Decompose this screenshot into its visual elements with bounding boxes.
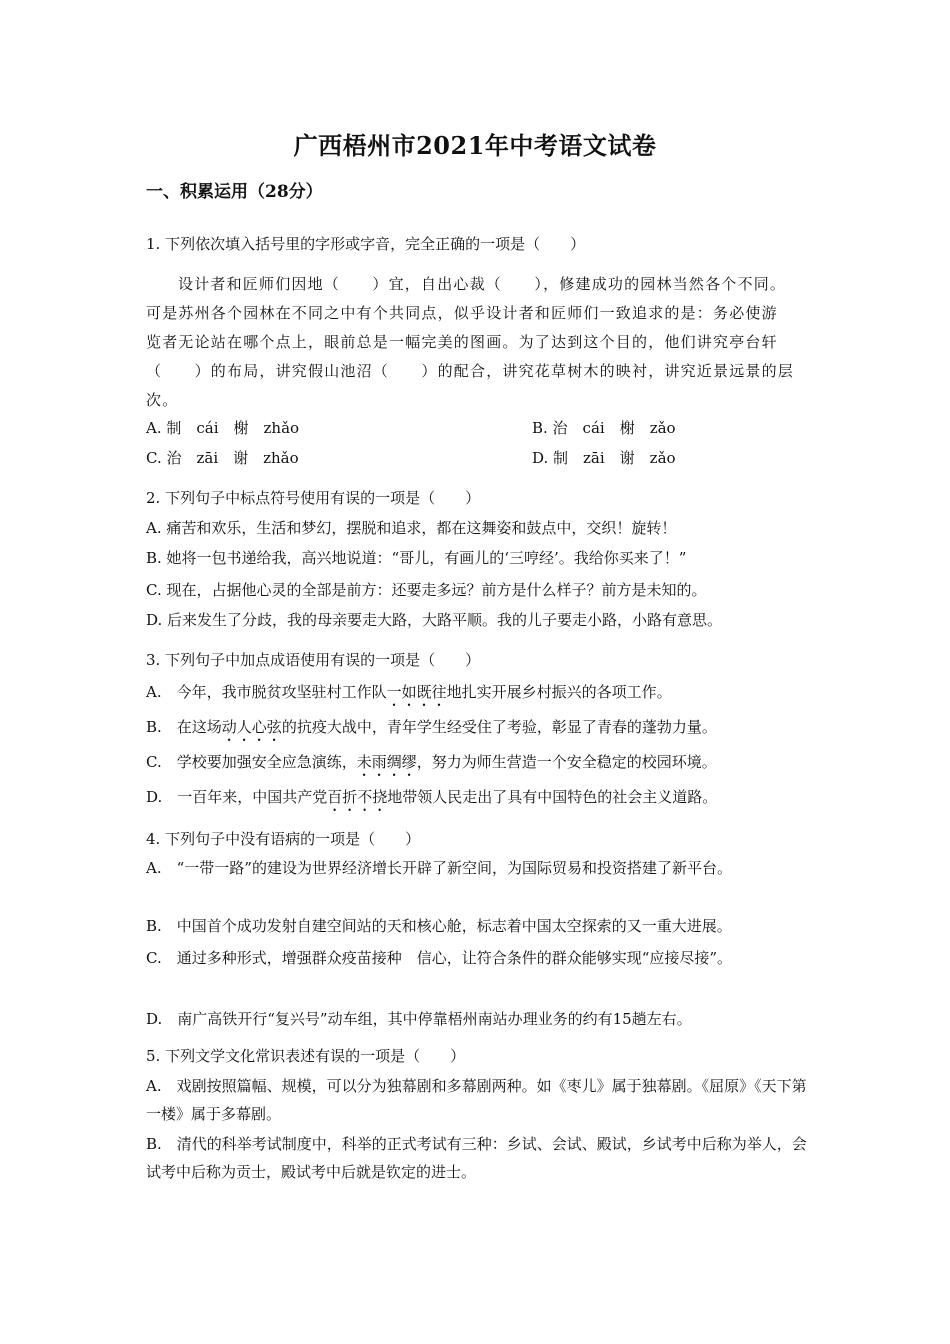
dotted-idiom: 百折不挠 [327,788,388,806]
passage-line: 设计者和匠师们因地（ ）宜，自出心裁（ ），修建成功的园林当然各个不同。 [178,275,787,293]
option-c: C. 治 zāi 谢 zhǎo [146,449,299,467]
passage-line: 次。 [146,391,179,409]
question-1-options-row-2 [146,448,806,468]
option-a: A. “一带一路”的建设为世界经济增长开辟了新空间，为国际贸易和投资搭建了新平台。 [146,859,732,877]
section-heading: 一、积累运用（28分） [146,182,323,202]
page-title: 广西梧州市2021年中考语文试卷 [293,131,657,160]
option-text: 地扎实开展乡村振兴的各项工作。 [446,683,672,701]
question-2-stem: 2. 下列句子中标点符号使用有误的一项是（ ） [146,489,481,507]
option-b: B. 中国首个成功发射自建空间站的天和核心舱，标志着中国太空探索的又一重大进展。 [146,917,732,935]
option-c [146,752,717,780]
question-5-stem: 5. 下列文学文化常识表述有误的一项是（ ） [146,1047,466,1065]
option-a: A. 戏剧按照篇幅、规模，可以分为独幕剧和多幕剧两种。如《枣儿》属于独幕剧。《屈原》《天下第一楼》属于多幕剧。 [146,1077,807,1123]
option-text: D. 一百年来，中国共产党 [146,788,328,806]
dotted-idiom: 动人心弦 [221,718,282,736]
option-d: D. 后来发生了分歧，我的母亲要走大路，大路平顺。我的儿子要走小路，小路有意思。 [146,611,723,629]
option-b: B. 清代的科举考试制度中，科举的正式考试有三种：乡试、会试、殿试，乡试考中后称为举人，会试考中后称为贡士，殿试考中后就是钦定的进士。 [146,1135,807,1181]
option-b [146,717,717,745]
passage-line: （ ）的布局，讲究假山池沼（ ）的配合，讲究花草树木的映衬，讲究近景远景的层 [146,362,795,380]
question-1-passage [146,270,806,415]
question-4-stem: 4. 下列句子中没有语病的一项是（ ） [146,830,421,848]
option-c: C. 现在，占据他心灵的全部是前方：还要走多远？前方是什么样子？前方是未知的。 [146,581,707,599]
question-1-options-row-1 [146,418,806,438]
option-text: B. 在这场 [146,718,222,736]
option-text: 的抗疫大战中，青年学生经受住了考验，彰显了青春的蓬勃力量。 [281,718,717,736]
option-a: A. 制 cái 榭 zhǎo [146,419,300,437]
option-text: C. 学校要加强安全应急演练， [146,753,357,771]
option-c: C. 通过多种形式，增强群众疫苗接种 信心，让符合条件的群众能够实现“应接尽接”。 [146,949,733,967]
question-3-stem: 3. 下列句子中加点成语使用有误的一项是（ ） [146,651,481,669]
option-b: B. 治 cái 榭 zǎo [532,419,676,437]
option-text: ，努力为师生营造一个安全稳定的校园环境。 [416,753,717,771]
question-1-stem: 1. 下列依次填入括号里的字形或字音，完全正确的一项是（ ） [146,235,586,253]
passage-line: 览者无论站在哪个点上，眼前总是一幅完美的图画。为了达到这个目的，他们讲究亭台轩 [146,333,778,351]
option-text: A. 今年，我市脱贫攻坚驻村工作队 [146,683,387,701]
option-b: B. 她将一包书递给我，高兴地说道：“哥儿，有画儿的‘三哼经’。我给你买来了！” [146,549,687,567]
option-a: A. 痛苦和欢乐，生活和梦幻，摆脱和追求，都在这舞姿和鼓点中，交织！旋转！ [146,519,677,537]
option-text: 地带领人民走出了具有中国特色的社会主义道路。 [387,788,718,806]
option-d [146,787,717,815]
dotted-idiom: 一如既往 [386,683,447,701]
dotted-idiom: 未雨绸缪 [356,753,417,771]
option-d: D. 南广高铁开行“复兴号”动车组，其中停靠梧州南站办理业务的约有15趟左右。 [146,1010,692,1028]
passage-line: 可是苏州各个园林在不同之中有个共同点，似乎设计者和匠师们一致追求的是：务必使游 [146,304,778,322]
option-a [146,682,672,710]
option-d: D. 制 zāi 谢 zǎo [532,449,676,467]
